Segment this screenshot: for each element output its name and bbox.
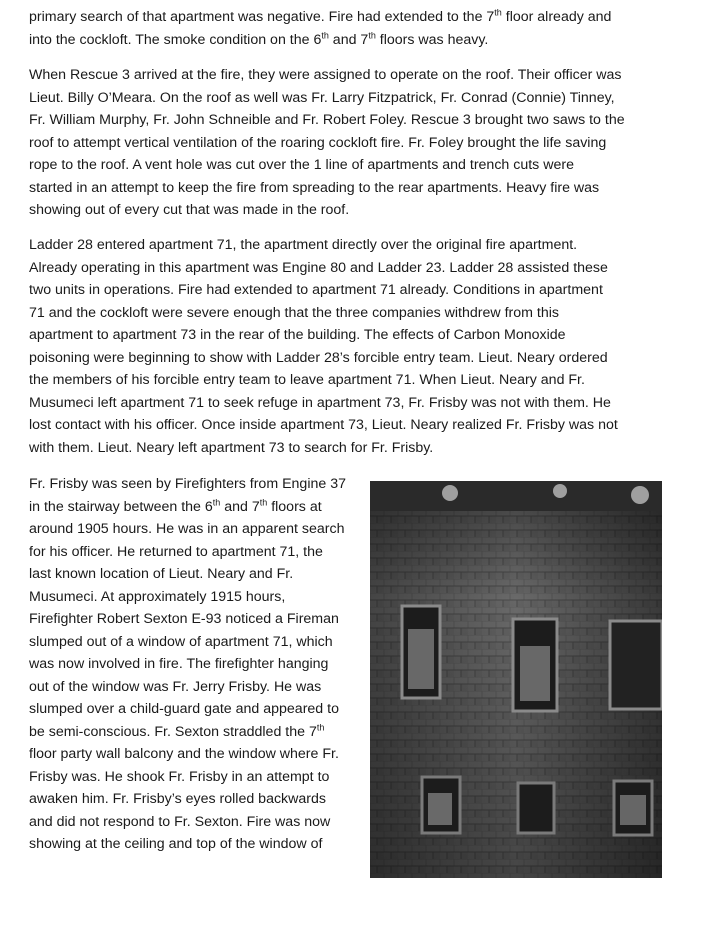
text-segment: awaken him. Fr. Frisby’s eyes rolled backwards bbox=[29, 791, 326, 807]
text-segment: and 7 bbox=[220, 498, 260, 515]
text-segment: Firefighter Robert Sexton E-93 noticed a Fireman bbox=[29, 611, 339, 627]
text-segment: Fr. William Murphy, Fr. John Schneible and Fr. Robert Foley. Rescue 3 brought two saws to the bbox=[29, 112, 625, 128]
text-line bbox=[29, 154, 669, 177]
text-line bbox=[29, 586, 364, 609]
text-segment: in the stairway between the 6 bbox=[29, 498, 213, 515]
paragraph-1 bbox=[29, 6, 669, 51]
text-segment: floor party wall balcony and the window where Fr. bbox=[29, 746, 339, 762]
paragraph-4 bbox=[29, 473, 364, 856]
text-segment: Frisby was. He shook Fr. Frisby in an attempt to bbox=[29, 768, 330, 785]
text-segment: with them. Lieut. Neary left apartment 73 to search for Fr. Frisby. bbox=[29, 439, 434, 456]
text-segment: two units in operations. Fire had extended to apartment 71 already. Conditions in apartment bbox=[29, 282, 603, 298]
text-segment: roof to attempt vertical ventilation of the roaring cockloft fire. Fr. Foley brought the life saving bbox=[29, 134, 607, 151]
text-line bbox=[29, 653, 364, 676]
text-segment: last known location of Lieut. Neary and Fr. bbox=[29, 566, 294, 582]
text-segment: When Rescue 3 arrived at the fire, they were assigned to operate on the roof. Their officer was bbox=[29, 67, 622, 83]
text-line bbox=[29, 496, 364, 519]
text-segment: 71 and the cockloft were severe enough that the three companies withdrew from this bbox=[29, 304, 559, 321]
text-segment: out of the window was Fr. Jerry Frisby. He was bbox=[29, 678, 322, 695]
text-segment: Already operating in this apartment was Engine 80 and Ladder 23. Ladder 28 assisted these bbox=[29, 259, 608, 276]
text-line bbox=[29, 29, 669, 52]
text-line bbox=[29, 87, 669, 110]
text-line bbox=[29, 257, 669, 280]
text-line bbox=[29, 177, 669, 200]
text-line bbox=[29, 518, 364, 541]
photo-illustration bbox=[370, 481, 662, 878]
text-segment: showing out of every cut that was made in the roof. bbox=[29, 202, 350, 218]
text-segment: Ladder 28 entered apartment 71, the apartment directly over the original fire apartment. bbox=[29, 237, 578, 253]
text-segment: floor already and bbox=[501, 9, 612, 25]
text-segment: floors at bbox=[267, 498, 322, 515]
text-line bbox=[29, 347, 669, 370]
text-line bbox=[29, 833, 364, 856]
text-line bbox=[29, 437, 669, 460]
ordinal-suffix: th bbox=[494, 7, 502, 18]
text-line bbox=[29, 541, 364, 564]
text-segment: rope to the roof. A vent hole was cut over the 1 line of apartments and trench cuts were bbox=[29, 157, 574, 173]
text-segment: primary search of that apartment was negative. Fire had extended to the 7 bbox=[29, 9, 495, 25]
text-line bbox=[29, 473, 364, 496]
text-line bbox=[29, 324, 669, 347]
text-line bbox=[29, 64, 669, 87]
text-segment: Musumeci left apartment 71 to seek refuge in apartment 73, Fr. Frisby was not with them. He bbox=[29, 394, 611, 411]
text-line bbox=[29, 199, 669, 222]
text-line bbox=[29, 369, 669, 392]
text-line bbox=[29, 234, 669, 257]
text-segment: apartment to apartment 73 in the rear of the building. The effects of Carbon Monoxide bbox=[29, 327, 566, 343]
text-segment: Lieut. Billy O’Meara. On the roof as well was Fr. Larry Fitzpatrick, Fr. Conrad (Connie) Tinney, bbox=[29, 89, 615, 106]
text-segment: lost contact with his officer. Once inside apartment 73, Lieut. Neary realized Fr. Frisby was not bbox=[29, 417, 618, 433]
text-segment: Musumeci. At approximately 1915 hours, bbox=[29, 588, 286, 605]
text-line bbox=[29, 788, 364, 811]
text-segment: showing at the ceiling and top of the window of bbox=[29, 836, 323, 852]
text-line bbox=[29, 279, 669, 302]
text-line bbox=[29, 414, 669, 437]
text-segment: floors was heavy. bbox=[375, 31, 489, 48]
text-segment: and did not respond to Fr. Sexton. Fire was now bbox=[29, 813, 331, 830]
ordinal-suffix: th bbox=[368, 29, 376, 40]
building-fire-photo bbox=[370, 481, 662, 878]
text-segment: and 7 bbox=[328, 31, 369, 48]
text-line bbox=[29, 766, 364, 789]
text-segment: was now involved in fire. The firefighter hanging bbox=[29, 656, 329, 672]
ordinal-suffix: th bbox=[316, 721, 325, 732]
text-segment: poisoning were beginning to show with Ladder 28’s forcible entry team. Lieut. Neary ordered bbox=[29, 349, 608, 366]
text-segment: for his officer. He returned to apartment 71, the bbox=[29, 543, 323, 560]
text-line bbox=[29, 608, 364, 631]
text-segment: around 1905 hours. He was in an apparent search bbox=[29, 521, 345, 537]
text-line bbox=[29, 392, 669, 415]
text-line bbox=[29, 743, 364, 766]
text-line bbox=[29, 132, 669, 155]
ordinal-suffix: th bbox=[321, 29, 329, 40]
ordinal-suffix: th bbox=[212, 496, 221, 507]
text-segment: Fr. Frisby was seen by Firefighters from Engine 37 bbox=[29, 476, 346, 492]
text-line bbox=[29, 676, 364, 699]
paragraph-3 bbox=[29, 234, 669, 459]
text-line bbox=[29, 631, 364, 654]
text-segment: started in an attempt to keep the fire from spreading to the rear apartments. Heavy fire was bbox=[29, 179, 600, 196]
text-segment: slumped over a child-guard gate and appeared to bbox=[29, 701, 339, 717]
text-line bbox=[29, 302, 669, 325]
text-line bbox=[29, 6, 669, 29]
text-segment: slumped out of a window of apartment 71, which bbox=[29, 633, 333, 650]
text-segment: into the cockloft. The smoke condition on the 6 bbox=[29, 31, 322, 48]
text-segment: be semi-conscious. Fr. Sexton straddled the 7 bbox=[29, 723, 317, 740]
text-segment: the members of his forcible entry team to leave apartment 71. When Lieut. Neary and Fr. bbox=[29, 372, 585, 388]
paragraph-2 bbox=[29, 64, 669, 222]
text-line bbox=[29, 811, 364, 834]
text-line bbox=[29, 721, 364, 744]
text-line bbox=[29, 698, 364, 721]
text-line bbox=[29, 563, 364, 586]
ordinal-suffix: th bbox=[259, 496, 268, 507]
text-line bbox=[29, 109, 669, 132]
